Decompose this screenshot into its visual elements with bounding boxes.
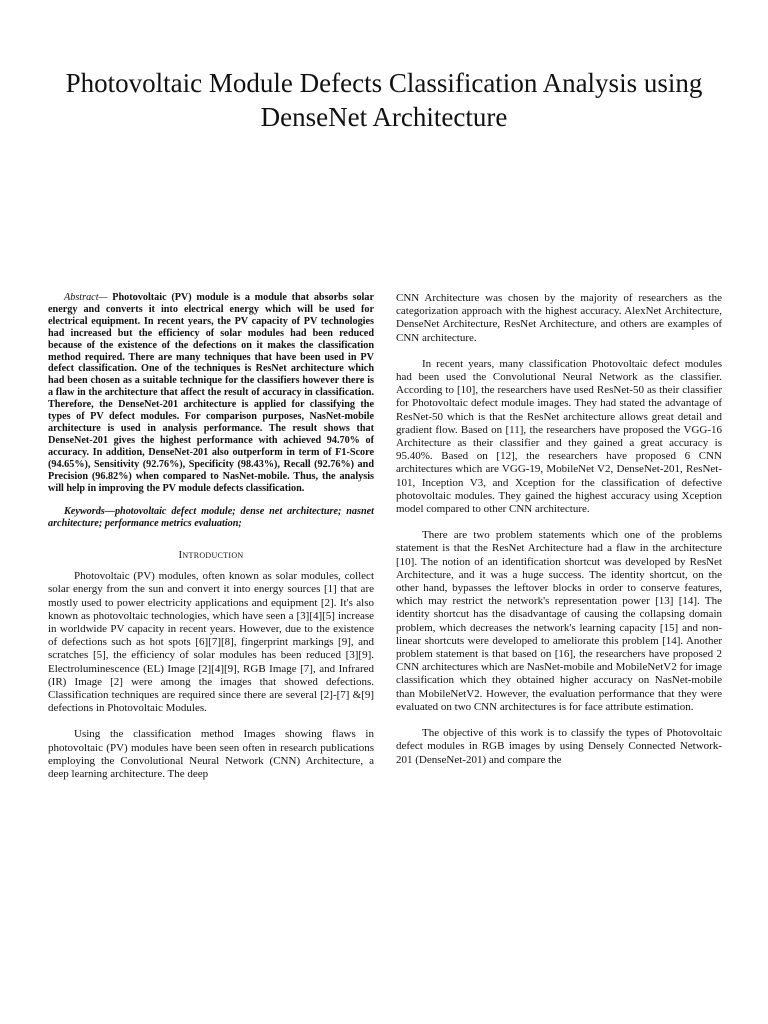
abstract-text: Photovoltaic (PV) module is a module that absorbs solar energy and converts it into electrical energy which will be used for electrical equipment. In recent years, the PV capacity of PV technologies had increased but the efficiency of solar modules had been reduced because of the existence of the defections on it makes the classification method required. There are many techniques that have been used in PV defect classification. One of the techniques is ResNet architecture which had been chosen as a suitable technique for the classifiers however there is a flaw in the architecture that affect the result of accuracy in classification. Therefore, the DenseNet-201 architecture is applied for classifying the types of PV defect modules. For comparison purposes, NasNet-mobile architecture is used in analysis performance. The result shows that DenseNet-201 gives the highest performance with achieved 94.70% of accuracy. In addition, DenseNet-201 also outperform in term of F1-Score (94.65%), Sensitivity (92.76%), Specificity (98.43%), Recall (92.76%) and Precision (96.82%) when compared to NasNet-mobile. Thus, the analysis will help in improving the PV module defects classification. (48, 292, 375, 494)
section-heading-introduction: Introduction (178, 549, 244, 562)
right-paragraph-4: The objective of this work is to classify the types of Photovoltaic defect modules in RGB images by using Densely Connected Network-201 (DenseNet-201) and compare the (396, 727, 722, 766)
abstract-label: Abstract— (64, 292, 108, 303)
keywords-label: Keywords— (64, 506, 115, 518)
left-paragraph-1: Photovoltaic (PV) modules, often known as solar modules, collect solar energy from the sun and convert it into energy sources [1] that are mostly used to power electricity applications and equipment [2]. It's also known as photovoltaic technologies, which have seen a [3][4][5] increase in worldwide PV capacity in recent years. However, due to the existence of defections such as hot spots [6][7][8], fingerprint markings [9], and scratches [5], the efficiency of solar modules has been reduced [3][9]. Electroluminescence (EL) Image [2][4][9], RGB Image [7], and Infrared (IR) Image [2] were among the images that showed defections. Classification techniques are required since there are several [2]-[7] &[9] defections in Photovoltaic Modules. (48, 570, 374, 715)
paper-title: Photovoltaic Module Defects Classification Analysis using DenseNet Architecture (65, 68, 703, 132)
abstract (48, 292, 374, 494)
right-paragraph-3: There are two problem statements which one of the problems statement is that the ResNet Architecture had a flaw in the architecture [10]. The notion of an identification shortcut was developed by ResNet Architecture, and it was a huge success. The identity shortcut, on the other hand, bypasses the leftover blocks in order to conserve features, which may restrict the network's representation power [13] [14]. The identity shortcut has the disadvantage of causing the collapsing domain problem, which decreases the network's learning capacity [15] and non-linear shortcuts were developed to ameliorate this problem [14]. Another problem statement is that based on [16], the researchers have proposed 2 CNN architectures which are NasNet-mobile and MobileNetV2 for image classification which they obtained higher accuracy on NasNet-mobile than MobileNetV2. However, the evaluation performance that they were evaluated on two CNN architectures is for face attribute estimation. (396, 529, 722, 713)
left-paragraph-2: Using the classification method Images showing flaws in photovoltaic (PV) modules have been seen often in research publications employing the Convolutional Neural Network (CNN) Architecture, a deep learning architecture. The deep (48, 728, 374, 781)
right-paragraph-1: CNN Architecture was chosen by the majority of researchers as the categorization approach with the highest accuracy. AlexNet Architecture, DenseNet Architecture, ResNet Architecture, and others are examples of CNN architecture. (396, 292, 722, 344)
right-paragraph-2: In recent years, many classification Photovoltaic defect modules had been used the Convolutional Neural Network as the classifier. According to [10], the researchers have used ResNet-50 as their classifier for Photovoltaic defect module images. They had stated the advantage of ResNet-50 which is that the ResNet architecture allows great detail and gradient flow. Based on [11], the researchers have proposed the VGG-16 Architecture as their classifier and they gained a great accuracy is 95.40%. Based on [12], the researchers have proposed 6 CNN architectures which are VGG-19, MobileNet V2, DenseNet-201, ResNet-101, Inception V3, and Xception for the classification of defective photovoltaic modules. They gained the highest accuracy using Xception model compared to other CNN architecture. (396, 357, 722, 516)
right-column (396, 292, 722, 767)
left-column (48, 292, 374, 781)
keywords-text: photovoltaic defect module; dense net architecture; nasnet architecture; performance metrics evaluation; (48, 506, 374, 530)
keywords (48, 506, 374, 530)
